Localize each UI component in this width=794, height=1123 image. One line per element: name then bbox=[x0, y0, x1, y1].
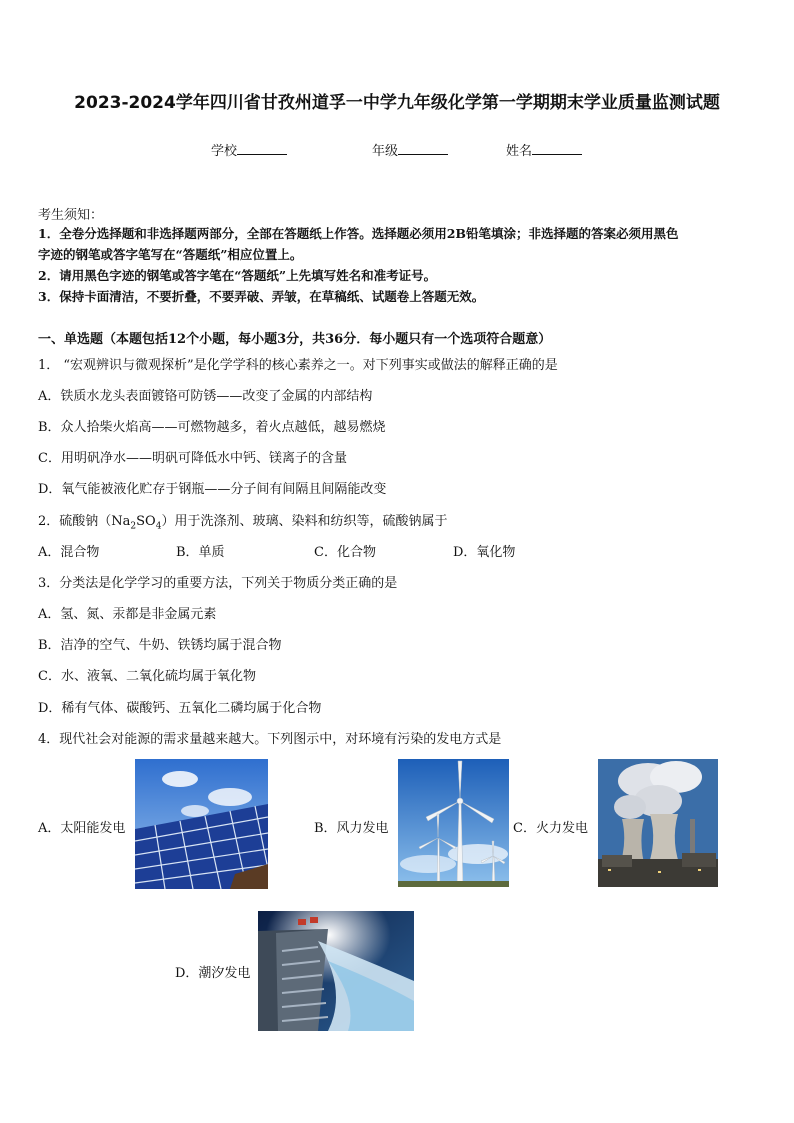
page-title: 2023-2024学年四川省甘孜州道孚一中学九年级化学第一学期期末学业质量监测试题 bbox=[74, 93, 720, 113]
notice-item: 2．请用黑色字迹的钢笔或答字笔在“答题纸”上先填写姓名和准考证号。 bbox=[38, 268, 437, 283]
q1-option-b: B．众人拾柴火焰高——可燃物越多，着火点越低，越易燃烧 bbox=[38, 420, 386, 435]
solar-panel-image bbox=[135, 759, 268, 889]
q4-stem: 4．现代社会对能源的需求量越来越大。下列图示中，对环境有污染的发电方式是 bbox=[38, 732, 502, 747]
notice-item: 字迹的钢笔或答字笔写在“答题纸”相应位置上。 bbox=[38, 247, 303, 262]
section-heading: 一、单选题（本题包括12个小题，每小题3分，共36分．每小题只有一个选项符合题意） bbox=[38, 332, 552, 347]
q4-option-b: B．风力发电 bbox=[314, 821, 389, 836]
q4-option-a: A．太阳能发电 bbox=[38, 821, 126, 836]
q4-option-c: C．火力发电 bbox=[513, 821, 588, 836]
q1-option-a: A．铁质水龙头表面镀铬可防锈——改变了金属的内部结构 bbox=[38, 389, 373, 404]
notice-heading: 考生须知： bbox=[38, 208, 104, 223]
q1-stem: 1． “宏观辨识与微观探析”是化学学科的核心素养之一。对下列事实或做法的解释正确的是 bbox=[38, 358, 558, 373]
school-field: 学校 bbox=[211, 140, 287, 159]
thermal-power-image bbox=[598, 759, 718, 887]
notice-item: 3．保持卡面清洁，不要折叠，不要弄破、弄皱，在草稿纸、试题卷上答题无效。 bbox=[38, 289, 485, 304]
tidal-power-image bbox=[258, 911, 414, 1031]
q3-option-c: C．水、液氧、二氧化硫均属于氧化物 bbox=[38, 669, 256, 684]
grade-field: 年级 bbox=[372, 140, 448, 159]
q2-option-d: D．氧化物 bbox=[453, 545, 516, 560]
q3-stem: 3．分类法是化学学习的重要方法，下列关于物质分类正确的是 bbox=[38, 576, 398, 591]
name-field: 姓名 bbox=[506, 140, 582, 159]
q3-option-a: A．氢、氮、汞都是非金属元素 bbox=[38, 607, 217, 622]
notice-item: 1．全卷分选择题和非选择题两部分，全部在答题纸上作答。选择题必须用2B铅笔填涂；非选择题的答案必须用黑色 bbox=[38, 226, 679, 241]
q1-option-c: C．用明矾净水——明矾可降低水中钙、镁离子的含量 bbox=[38, 451, 347, 466]
q2-option-a: A．混合物 bbox=[38, 545, 100, 560]
q3-option-d: D．稀有气体、碳酸钙、五氧化二磷均属于化合物 bbox=[38, 701, 322, 716]
q4-option-d: D．潮汐发电 bbox=[175, 966, 251, 981]
q2-option-c: C．化合物 bbox=[314, 545, 376, 560]
q3-option-b: B．洁净的空气、牛奶、铁锈均属于混合物 bbox=[38, 638, 282, 653]
q2-stem: 2．硫酸钠$(Na_2SO_4)$用于洗涤剂、玻璃、染料和纺织等，硫酸钠属于 bbox=[38, 514, 448, 532]
wind-turbine-image bbox=[398, 759, 509, 887]
q2-option-b: B．单质 bbox=[176, 545, 225, 560]
q1-option-d: D．氧气能被液化贮存于钢瓶——分子间有间隔且间隔能改变 bbox=[38, 482, 387, 497]
